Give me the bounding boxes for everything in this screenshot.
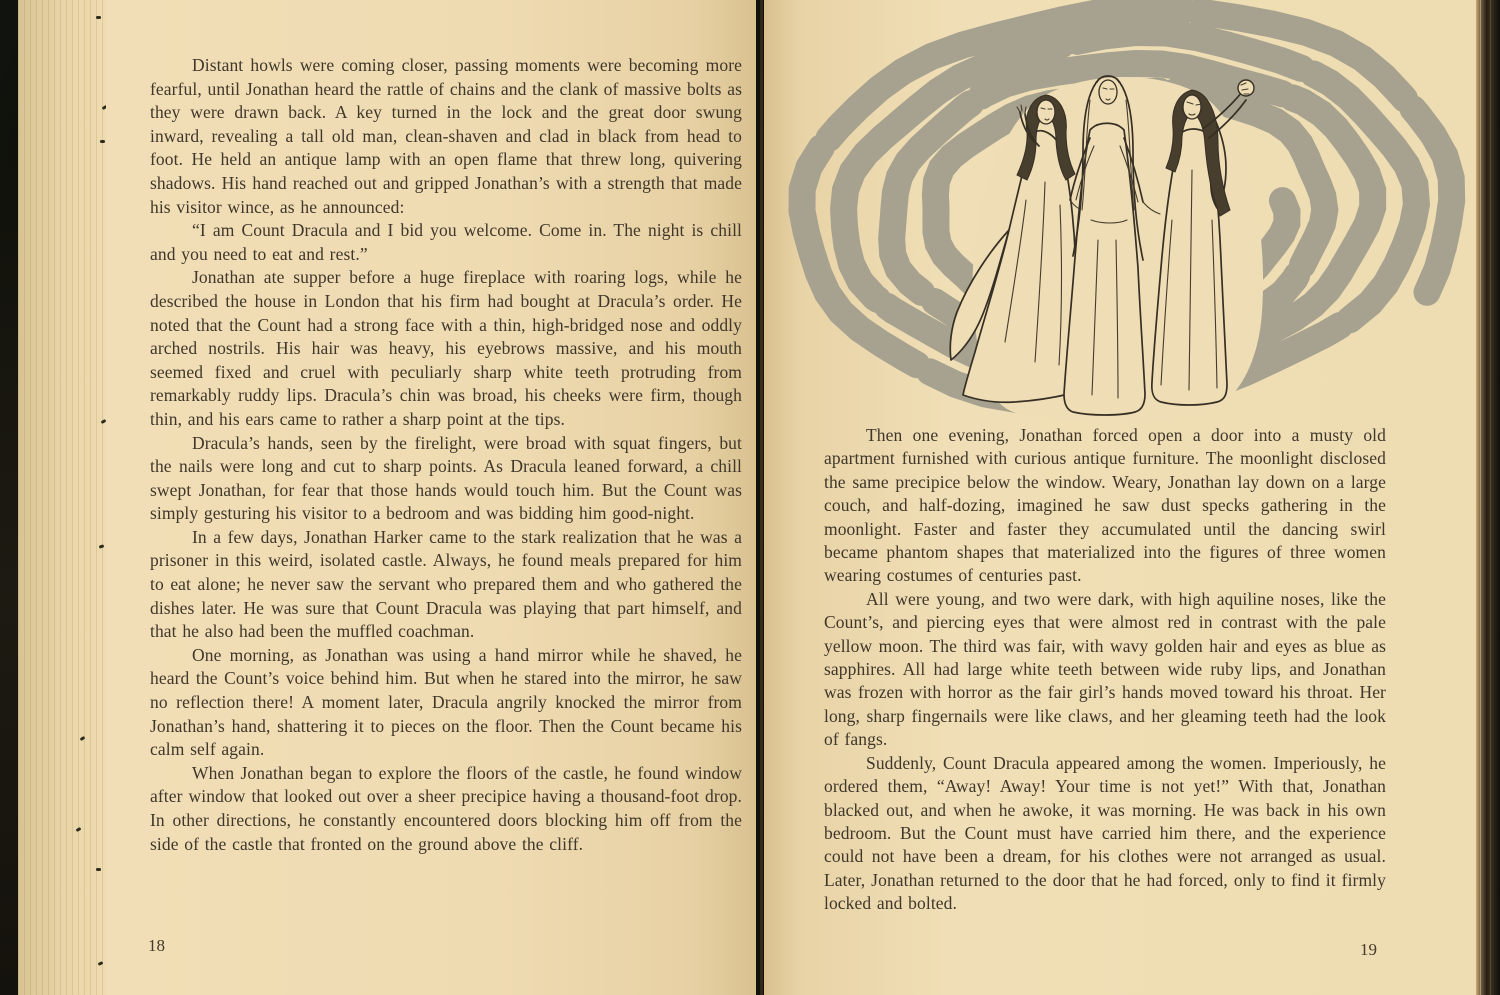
- paragraph: Distant howls were coming closer, passing moments were becoming more fearful, until Jonathan heard the rattle of chains and the clank of massive bolts as they were drawn back. A key turned in the lock and the great door swung inward, revealing a tall old man, clean-shaven and clad in black from head to foot. He held an antique lamp with an open flame that threw long, quivering shadows. His hand reached out and gripped Jonathan’s with a strength that made his visitor wince, as he announced:: [150, 55, 742, 217]
- page-edge-mark: [96, 16, 101, 19]
- paragraph: “I am Count Dracula and I bid you welcome. Come in. The night is chill and you need to eat and rest.”: [150, 220, 742, 264]
- page-edge-mark: [98, 961, 104, 966]
- paragraph: One morning, as Jonathan was using a hand mirror while he shaved, he heard the Count’s voice behind him. But when he stared into the mirror, he saw no reflection there! A moment later, Dracula angrily knocked the mirror from Jonathan’s hand, shattering it to pieces on the floor. Then the Count became his calm self again.: [150, 644, 742, 760]
- paragraph: Jonathan ate supper before a huge fireplace with roaring logs, while he described the house in London that his firm had bought at Dracula’s order. He noted that the Count had a strong face with a thin, high-bridged nose and oddly arched nostrils. His hair was heavy, his eyebrows massive, and his mouth seemed fixed and cruel with peculiarly sharp white teeth protruding from remarkably ruddy lips. Dracula’s chin was broad, his cheeks were firm, though thin, and his ears came to rather a sharp point at the tips.: [150, 267, 742, 429]
- page-edges-left: [18, 0, 106, 995]
- paragraph: When Jonathan began to explore the floors of the castle, he found window after window that looked out over a sheer precipice having a thousand-foot drop. In other directions, he constantly encountered doors blocking him off from the side of the castle that fronted on the ground above the cliff.: [150, 762, 742, 854]
- paragraph: All were young, and two were dark, with high aquiline noses, like the Count’s, and piercing eyes that were almost red in contrast with the pale yellow moon. The third was fair, with wavy golden hair and eyes as blue as sapphires. All had large white teeth between wide ruby lips, and Jonathan was frozen with horror as the fair girl’s hands moved toward his throat. Her long, sharp fingernails were like claws, and her gleaming teeth had the look of fangs.: [824, 588, 1386, 750]
- page-edge-mark: [76, 827, 82, 832]
- left-page-text: [150, 54, 742, 856]
- page-edge-mark: [96, 868, 101, 871]
- gutter-shadow: [760, 0, 763, 995]
- page-number-right: 19: [1360, 940, 1377, 959]
- paragraph: Then one evening, Jonathan forced open a door into a musty old apartment furnished with curious antique furniture. The moonlight disclosed the same precipice below the window. Weary, Jonathan lay down on a large couch, and half-dozing, imagined he saw dust specks gathering in the moonlight. Faster and faster they accumulated until the dancing swirl became phantom shapes that materialized into the figures of three women wearing costumes of centuries past.: [824, 425, 1386, 586]
- illustration-spiral-women: [768, 0, 1472, 432]
- page-edge-mark: [80, 736, 86, 741]
- paragraph: In a few days, Jonathan Harker came to the stark realization that he was a prisoner in this weird, isolated castle. Always, he found meals prepared for him to eat alone; he never saw the servant who prepared them and who gathered the dishes later. He was sure that Count Dracula was playing that part himself, and that he also had been the muffled coachman.: [150, 526, 742, 642]
- page-edge-line: [1480, 0, 1481, 995]
- book-edge-right: [1476, 0, 1500, 995]
- page-edge-mark: [99, 544, 105, 549]
- page-edge-line: [1490, 0, 1491, 995]
- page-number-left: 18: [148, 936, 165, 955]
- right-page-text: [824, 424, 1386, 916]
- paragraph: Dracula’s hands, seen by the firelight, were broad with squat fingers, but the nails were long and cut to sharp points. As Dracula leaned forward, a chill swept Jonathan, for fear that those hands would touch him. But the Count was simply gesturing his visitor to a bedroom and was bidding him good-night.: [150, 432, 742, 524]
- page-edge-mark: [100, 140, 105, 143]
- paragraph: Suddenly, Count Dracula appeared among the women. Imperiously, he ordered them, “Away! Away! Your time is not yet!” With that, Jonathan blacked out, and when he awoke, it was morning. He was back in his own bedroom. But the Count must have carried him there, and the experience could not have been a dream, for his clothes were not arranged as usual. Later, Jonathan returned to the door that he had forced, only to find it firmly locked and bolted.: [824, 752, 1386, 914]
